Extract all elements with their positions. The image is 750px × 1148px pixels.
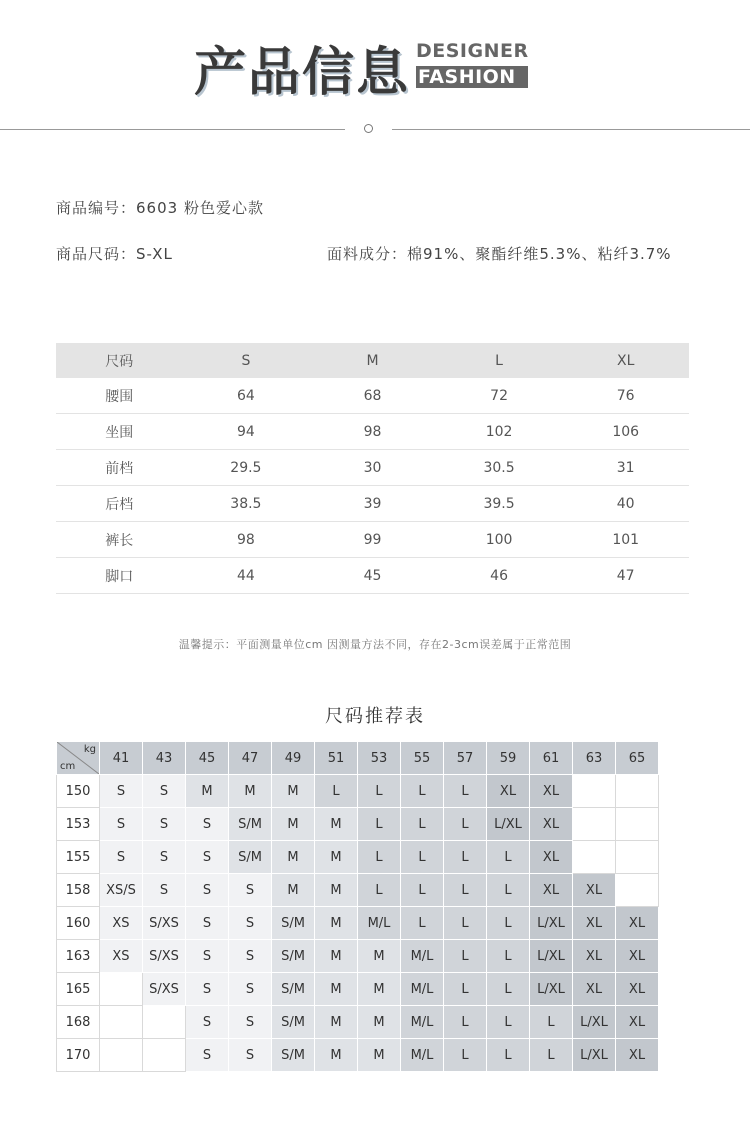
recommended-size-cell: L	[358, 775, 401, 808]
recommended-size-cell: XS	[100, 907, 143, 940]
recommended-size-cell: M	[229, 775, 272, 808]
recommended-size-cell: M/L	[358, 907, 401, 940]
recommended-size-cell: S	[186, 940, 229, 973]
measure-label: 前档	[56, 450, 183, 486]
recommended-size-cell: M	[272, 874, 315, 907]
recommended-size-cell: S	[143, 775, 186, 808]
size-value: 46	[436, 558, 563, 594]
recommended-size-cell: S	[229, 940, 272, 973]
weight-header-cell: 47	[229, 742, 272, 775]
empty-cell	[143, 1039, 186, 1072]
recommended-size-cell: S/M	[272, 940, 315, 973]
recommended-size-cell: L/XL	[530, 973, 573, 1006]
recommended-size-cell: M	[358, 940, 401, 973]
recommended-size-cell: L	[401, 874, 444, 907]
empty-cell	[100, 1006, 143, 1039]
recommended-size-cell: L	[401, 808, 444, 841]
size-value: 44	[183, 558, 310, 594]
recommended-size-cell: L	[487, 973, 530, 1006]
recommended-size-cell: L	[530, 1039, 573, 1072]
size-value: 98	[309, 414, 436, 450]
height-row	[57, 940, 659, 973]
height-row	[57, 907, 659, 940]
size-value: 102	[436, 414, 563, 450]
size-header-cell: 尺码	[56, 343, 183, 378]
recommended-size-cell: S	[143, 808, 186, 841]
weight-header-cell: 59	[487, 742, 530, 775]
size-table-row	[56, 558, 689, 594]
recommended-size-cell: S	[229, 907, 272, 940]
recommended-size-cell: S/M	[229, 808, 272, 841]
recommended-size-cell: L	[444, 973, 487, 1006]
recommended-size-cell: L/XL	[530, 907, 573, 940]
height-header-cell: 163	[57, 940, 100, 973]
recommended-size-cell: L	[487, 907, 530, 940]
recommended-size-cell: L	[401, 775, 444, 808]
recommended-size-cell: M	[315, 1006, 358, 1039]
recommended-size-cell: L	[444, 874, 487, 907]
recommended-size-cell: L	[401, 841, 444, 874]
size-header-cell: L	[436, 343, 563, 378]
recommended-size-cell: M/L	[401, 940, 444, 973]
recommended-size-cell: S	[186, 907, 229, 940]
empty-cell	[616, 874, 659, 907]
recommended-size-cell: XL	[616, 1039, 659, 1072]
height-row	[57, 1006, 659, 1039]
height-header-cell: 170	[57, 1039, 100, 1072]
recommended-size-cell: S/M	[272, 1006, 315, 1039]
recommended-size-cell: M	[186, 775, 229, 808]
size-table-row	[56, 522, 689, 558]
height-header-cell: 155	[57, 841, 100, 874]
corner-kg-label: kg	[83, 744, 96, 755]
recommended-size-cell: L	[444, 841, 487, 874]
height-header-cell: 153	[57, 808, 100, 841]
recommended-size-cell: S/M	[272, 907, 315, 940]
height-row	[57, 808, 659, 841]
size-value: 94	[183, 414, 310, 450]
recommended-size-cell: S	[100, 841, 143, 874]
weight-header-cell: 63	[573, 742, 616, 775]
height-row	[57, 1039, 659, 1072]
recommended-size-cell: M	[315, 907, 358, 940]
recommended-size-cell: S/XS	[143, 940, 186, 973]
measure-label: 脚口	[56, 558, 183, 594]
recommended-size-cell: S	[186, 973, 229, 1006]
recommended-size-cell: L	[358, 808, 401, 841]
height-header-cell: 158	[57, 874, 100, 907]
size-value: 72	[436, 378, 563, 414]
height-row	[57, 973, 659, 1006]
recommended-size-cell: M	[315, 841, 358, 874]
size-value: 39	[309, 486, 436, 522]
recommended-size-cell: S	[229, 1039, 272, 1072]
recommended-size-cell: L	[530, 1006, 573, 1039]
recommended-size-cell: XL	[616, 907, 659, 940]
recommended-size-cell: S	[100, 808, 143, 841]
size-table-row	[56, 486, 689, 522]
recommended-size-cell: S	[100, 775, 143, 808]
weight-header-cell: 61	[530, 742, 573, 775]
empty-cell	[616, 841, 659, 874]
recommended-size-cell: XL	[530, 775, 573, 808]
recommended-size-cell: L	[358, 841, 401, 874]
size-value: 68	[309, 378, 436, 414]
size-value: 29.5	[183, 450, 310, 486]
recommended-size-cell: S/M	[272, 973, 315, 1006]
recommended-size-cell: XS/S	[100, 874, 143, 907]
recommended-size-cell: XL	[530, 808, 573, 841]
recommended-size-cell: M	[315, 1039, 358, 1072]
recommended-size-cell: L	[401, 907, 444, 940]
height-header-cell: 168	[57, 1006, 100, 1039]
empty-cell	[100, 1039, 143, 1072]
weight-header-cell: 51	[315, 742, 358, 775]
size-value: 39.5	[436, 486, 563, 522]
recommended-size-cell: L	[444, 1039, 487, 1072]
weight-header-cell: 57	[444, 742, 487, 775]
size-value: 30	[309, 450, 436, 486]
empty-cell	[143, 1006, 186, 1039]
recommended-size-cell: S	[186, 1006, 229, 1039]
recommended-size-cell: XL	[530, 841, 573, 874]
measure-label: 坐围	[56, 414, 183, 450]
recommended-size-cell: XL	[487, 775, 530, 808]
title-english-line2: FASHION	[416, 66, 528, 88]
product-size-range: 商品尺码：S-XL	[56, 245, 173, 263]
recommended-size-cell: XS	[100, 940, 143, 973]
size-value: 98	[183, 522, 310, 558]
size-recommendation-table	[56, 741, 659, 1072]
size-value: 64	[183, 378, 310, 414]
weight-header-cell: 41	[100, 742, 143, 775]
recommended-size-cell: L	[315, 775, 358, 808]
weight-header-cell: 49	[272, 742, 315, 775]
empty-cell	[573, 808, 616, 841]
size-value: 38.5	[183, 486, 310, 522]
size-table-row	[56, 414, 689, 450]
recommended-size-cell: XL	[573, 940, 616, 973]
recommended-size-cell: M	[272, 808, 315, 841]
empty-cell	[616, 775, 659, 808]
weight-header-cell: 65	[616, 742, 659, 775]
measure-label: 后档	[56, 486, 183, 522]
recommended-size-cell: M/L	[401, 1039, 444, 1072]
recommended-size-cell: M	[315, 874, 358, 907]
recommended-size-cell: S	[143, 874, 186, 907]
fabric-composition: 面料成分：棉91%、聚酯纤维5.3%、粘纤3.7%	[327, 245, 672, 263]
size-value: 40	[562, 486, 689, 522]
height-header-cell: 150	[57, 775, 100, 808]
measurement-tip: 温馨提示：平面测量单位cm 因测量方法不同，存在2-3cm误差属于正常范围	[178, 638, 572, 651]
recommended-size-cell: M	[315, 940, 358, 973]
recommended-size-cell: S	[186, 841, 229, 874]
recommended-size-cell: M/L	[401, 1006, 444, 1039]
corner-cell	[57, 742, 100, 775]
recommended-size-cell: L	[358, 874, 401, 907]
recommended-size-cell: L	[487, 841, 530, 874]
recommended-size-cell: S/XS	[143, 973, 186, 1006]
recommended-size-cell: M	[358, 1039, 401, 1072]
size-value: 76	[562, 378, 689, 414]
recommended-size-cell: M	[272, 841, 315, 874]
divider-line-right	[392, 129, 750, 130]
recommended-size-cell: L	[444, 775, 487, 808]
recommended-size-cell: L	[487, 1039, 530, 1072]
recommended-size-cell: L	[444, 907, 487, 940]
recommended-size-cell: XL	[530, 874, 573, 907]
size-header-cell: M	[309, 343, 436, 378]
recommended-size-cell: M	[315, 808, 358, 841]
recommended-size-cell: XL	[573, 874, 616, 907]
height-header-cell: 165	[57, 973, 100, 1006]
recommended-size-cell: M	[358, 973, 401, 1006]
recommended-size-cell: S	[186, 808, 229, 841]
product-code: 商品编号：6603 粉色爱心款	[56, 199, 264, 217]
recommended-size-cell: L/XL	[530, 940, 573, 973]
recommended-size-cell: L/XL	[573, 1006, 616, 1039]
weight-header-cell: 45	[186, 742, 229, 775]
size-value: 101	[562, 522, 689, 558]
size-table-row	[56, 378, 689, 414]
size-table-header	[56, 343, 689, 378]
title-english	[416, 40, 528, 88]
recommended-size-cell: S	[186, 1039, 229, 1072]
recommended-size-cell: XL	[616, 940, 659, 973]
measure-label: 腰围	[56, 378, 183, 414]
recommended-size-cell: S	[186, 874, 229, 907]
recommended-size-cell: M	[358, 1006, 401, 1039]
recommended-size-cell: L	[487, 874, 530, 907]
divider-line-left	[0, 129, 345, 130]
weight-header-cell: 53	[358, 742, 401, 775]
recommended-size-cell: M	[272, 775, 315, 808]
recommended-size-cell: L	[444, 1006, 487, 1039]
recommended-size-cell: S	[229, 1006, 272, 1039]
recommended-size-cell: S/M	[272, 1039, 315, 1072]
recommended-size-cell: L/XL	[573, 1039, 616, 1072]
size-table-row	[56, 450, 689, 486]
size-table	[56, 343, 689, 594]
size-value: 47	[562, 558, 689, 594]
empty-cell	[573, 841, 616, 874]
recommended-size-cell: L	[487, 1006, 530, 1039]
page-header	[0, 0, 750, 150]
recommended-size-cell: S/XS	[143, 907, 186, 940]
size-header-cell: S	[183, 343, 310, 378]
recommended-size-cell: L	[444, 808, 487, 841]
corner-cm-label: cm	[60, 761, 76, 772]
weight-header-cell: 43	[143, 742, 186, 775]
size-value: 45	[309, 558, 436, 594]
weight-header-row	[57, 742, 659, 775]
size-header-cell: XL	[562, 343, 689, 378]
title-english-line1: DESIGNER	[416, 40, 529, 62]
height-row	[57, 841, 659, 874]
recommended-size-cell: L	[487, 940, 530, 973]
recommended-size-cell: M	[315, 973, 358, 1006]
height-row	[57, 874, 659, 907]
recommended-size-cell: XL	[573, 973, 616, 1006]
size-value: 100	[436, 522, 563, 558]
page-title: 产品信息	[194, 43, 411, 103]
empty-cell	[616, 808, 659, 841]
recommendation-title: 尺码推荐表	[325, 706, 425, 727]
recommended-size-cell: XL	[616, 973, 659, 1006]
recommended-size-cell: S	[229, 874, 272, 907]
recommended-size-cell: L/XL	[487, 808, 530, 841]
height-row	[57, 775, 659, 808]
recommended-size-cell: XL	[573, 907, 616, 940]
size-value: 30.5	[436, 450, 563, 486]
recommended-size-cell: L	[444, 940, 487, 973]
size-value: 106	[562, 414, 689, 450]
height-header-cell: 160	[57, 907, 100, 940]
recommended-size-cell: XL	[616, 1006, 659, 1039]
size-value: 99	[309, 522, 436, 558]
empty-cell	[100, 973, 143, 1006]
size-value: 31	[562, 450, 689, 486]
measure-label: 裤长	[56, 522, 183, 558]
empty-cell	[573, 775, 616, 808]
divider-circle-icon	[364, 124, 373, 133]
weight-header-cell: 55	[401, 742, 444, 775]
recommended-size-cell: M/L	[401, 973, 444, 1006]
recommended-size-cell: S	[229, 973, 272, 1006]
recommended-size-cell: S	[143, 841, 186, 874]
recommended-size-cell: S/M	[229, 841, 272, 874]
